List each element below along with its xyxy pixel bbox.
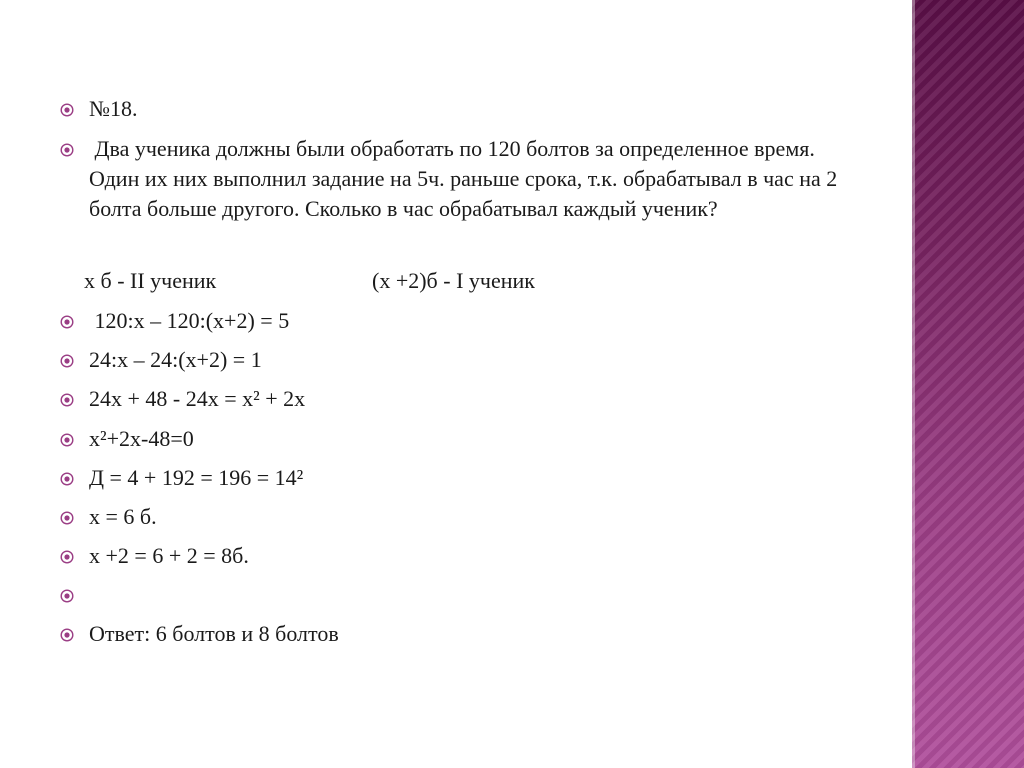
circle-target-icon	[60, 628, 74, 642]
variable-second-student: х б - II ученик	[84, 268, 217, 293]
circle-target-icon	[60, 354, 74, 368]
band-texture	[912, 0, 1024, 768]
equation-step: 24х + 48 - 24х = х² + 2х	[89, 386, 306, 411]
circle-target-icon	[60, 433, 74, 447]
circle-target-icon	[60, 589, 74, 603]
circle-target-icon	[60, 393, 74, 407]
answer: Ответ: 6 болтов и 8 болтов	[89, 621, 339, 646]
list-item	[56, 502, 856, 532]
circle-target-icon	[60, 550, 74, 564]
list-item	[56, 424, 856, 454]
list-item	[56, 94, 856, 124]
equation-step: Д = 4 + 192 = 196 = 14²	[89, 465, 304, 490]
variable-first-student: (х +2)б - I ученик	[372, 268, 535, 293]
equation-step: 24:х – 24:(х+2) = 1	[89, 347, 262, 372]
decorative-side-band	[912, 0, 1024, 768]
band-edge	[912, 0, 915, 768]
circle-target-icon	[60, 315, 74, 329]
list-item	[56, 306, 856, 336]
equation-step: х = 6 б.	[89, 504, 157, 529]
list-item	[56, 134, 856, 224]
equation-step: 120:х – 120:(х+2) = 5	[89, 308, 290, 333]
circle-target-icon	[60, 103, 74, 117]
circle-target-icon	[60, 143, 74, 157]
list-item	[56, 619, 856, 649]
list-item	[56, 463, 856, 493]
equation-step: х²+2х-48=0	[89, 426, 194, 451]
problem-statement: Два ученика должны были обработать по 120 болтов за определенное время. Один их них выполнил задание на 5ч. раньше срока, т.к. обрабатывал в час на 2 болта больше другого. Сколько в час обрабатывал каждый ученик?	[89, 136, 843, 221]
list-item	[56, 541, 856, 571]
circle-target-icon	[60, 511, 74, 525]
circle-target-icon	[60, 472, 74, 486]
list-item	[56, 384, 856, 414]
equation-step: х +2 = 6 + 2 = 8б.	[89, 543, 249, 568]
problem-number: №18.	[89, 96, 138, 121]
list-item	[56, 345, 856, 375]
